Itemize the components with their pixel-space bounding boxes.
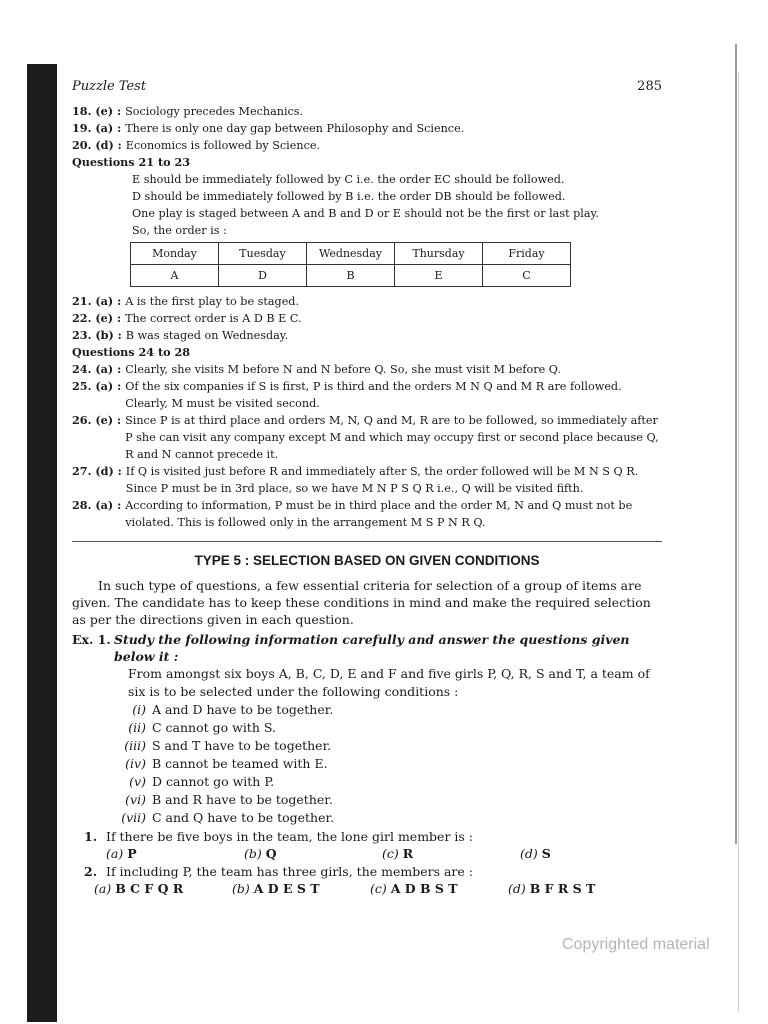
running-header [72,78,662,95]
answer-number: 24. (a) : [72,362,122,376]
table-header-row [131,243,571,265]
question-2 [72,863,662,897]
example-body: From amongst six boys A, B, C, D, E and F and five girls P, Q, R, S and T, a team of six is to be selected under the following conditions : [128,666,650,699]
answer-number: 21. (a) : [72,294,122,308]
table-cell: E [395,265,483,287]
answer-item [72,120,662,137]
page-edge-line [735,44,737,844]
conditions-list [72,701,662,827]
table-cell: D [219,265,307,287]
play-order-table [130,242,571,287]
option-text: Q [265,846,277,861]
answer-item [72,103,662,120]
option-b [244,845,382,862]
option-label: (c) [370,881,387,896]
answer-number: 22. (e) : [72,311,122,325]
condition-item [72,737,662,755]
answer-number: 23. (b) : [72,328,122,342]
answer-item [72,378,662,412]
option-d [520,845,658,862]
answer-item [72,137,662,154]
answer-text: Clearly, she visits M before N and N before Q. So, she must visit M before Q. [125,363,561,376]
option-c [382,845,520,862]
condition-item [72,755,662,773]
answer-text: The correct order is A D B E C. [125,312,302,325]
condition-item [72,809,662,827]
page-number: 285 [637,79,662,94]
answer-text: Of the six companies if S is first, P is third and the orders M N Q and M R are followed. Clearly, M must be visited second. [125,380,622,410]
question-1 [72,828,662,862]
answer-item [72,463,662,497]
question-stem [72,828,662,845]
answer-number: 18. (e) : [72,104,122,118]
option-label: (d) [520,846,538,861]
answer-item [72,327,662,344]
page-content [72,78,662,897]
question-text: If including P, the team has three girls, the members are : [106,864,473,879]
answer-number: 28. (a) : [72,498,122,512]
page-edge-line-secondary [738,72,739,1012]
option-a [94,880,232,897]
answers-24-28 [72,361,662,531]
explanation-line: One play is staged between A and B and D or E should not be the first or last play. [132,207,599,220]
section-heading-24-28: Questions 24 to 28 [72,345,191,359]
condition-text: C cannot go with S. [152,720,276,735]
condition-text: A and D have to be together. [152,702,334,717]
table-header-cell: Monday [131,243,219,265]
question-number: 1. [84,829,98,844]
answer-text: Economics is followed by Science. [125,139,321,152]
condition-numeral: (iv) [125,756,146,771]
option-b [232,880,370,897]
answer-item [72,310,662,327]
table-cell: A [131,265,219,287]
condition-numeral: (vi) [125,792,146,807]
table-header-cell: Friday [483,243,571,265]
condition-text: B cannot be teamed with E. [152,756,328,771]
example-heading [72,631,662,665]
table-header-cell: Wednesday [307,243,395,265]
option-label: (a) [106,846,124,861]
answer-text: According to information, P must be in third place and the order M, N and Q must not be violated. This is followed only in the arrangement M S P N R Q. [125,499,633,529]
condition-numeral: (iii) [124,738,146,753]
question-stem [72,863,662,880]
question-number: 2. [84,864,98,879]
table-row [131,265,571,287]
condition-numeral: (ii) [128,720,146,735]
example-title: Study the following information carefully and answer the questions given below it : [114,632,630,664]
option-label: (b) [244,846,262,861]
option-text: A D E S T [253,881,320,896]
answers-21-23 [72,293,662,344]
option-text: S [541,846,551,861]
book-binding-shadow [27,64,57,1022]
answer-item [72,412,662,463]
section-divider [72,541,662,542]
answer-number: 20. (d) : [72,138,122,152]
condition-item [72,719,662,737]
answers-18-20 [72,103,662,154]
option-text: B F R S T [529,881,596,896]
answer-number: 26. (e) : [72,413,122,427]
answer-number: 27. (d) : [72,464,122,478]
condition-text: D cannot go with P. [152,774,275,789]
condition-text: S and T have to be together. [152,738,332,753]
answer-text: B was staged on Wednesday. [125,329,289,342]
explanation-line: So, the order is : [132,224,227,237]
table-cell: B [307,265,395,287]
answer-text: Sociology precedes Mechanics. [125,105,304,118]
answer-text: Since P is at third place and orders M, N, Q and M, R are to be followed, so immediately after P she can visit any company except M and which may occupy first or second place because Q, R and N cannot precede it. [125,414,659,461]
answer-item [72,293,662,310]
table-header-cell: Tuesday [219,243,307,265]
condition-text: C and Q have to be together. [152,810,335,825]
answer-item [72,497,662,531]
answer-text: If Q is visited just before R and immediately after S, the order followed will be M N S Q R. Since P must be in 3rd place, so we have M N P S Q R i.e., Q will be visited fifth. [125,465,639,495]
condition-item [72,791,662,809]
option-label: (d) [508,881,526,896]
example-label: Ex. 1. [72,632,111,647]
type5-heading: TYPE 5 : SELECTION BASED ON GIVEN CONDITIONS [194,553,540,568]
explanation-line: E should be immediately followed by C i.e. the order EC should be followed. [132,173,565,186]
condition-numeral: (i) [132,702,146,717]
option-label: (b) [232,881,250,896]
answer-item [72,361,662,378]
condition-numeral: (v) [129,774,146,789]
option-text: R [402,846,414,861]
running-header-title: Puzzle Test [72,79,147,94]
condition-item [72,701,662,719]
question-options [72,880,662,897]
option-d [508,880,646,897]
answer-number: 25. (a) : [72,379,122,393]
condition-item [72,773,662,791]
explanation-line: D should be immediately followed by B i.e. the order DB should be followed. [132,190,566,203]
section-heading-21-23: Questions 21 to 23 [72,155,191,169]
answer-number: 19. (a) : [72,121,122,135]
option-label: (a) [94,881,112,896]
table-header-cell: Thursday [395,243,483,265]
condition-text: B and R have to be together. [152,792,333,807]
table-cell: C [483,265,571,287]
condition-numeral: (vii) [121,810,146,825]
option-text: A D B S T [390,881,458,896]
type5-intro: In such type of questions, a few essential criteria for selection of a group of items are given. The candidate has to keep these conditions in mind and make the required selection as per the directions given in each question. [72,578,651,627]
answer-text: A is the first play to be staged. [125,295,300,308]
answer-text: There is only one day gap between Philosophy and Science. [125,122,465,135]
question-options [72,845,662,862]
option-text: B C F Q R [115,881,184,896]
option-label: (c) [382,846,399,861]
option-c [370,880,508,897]
option-a [106,845,244,862]
option-text: P [127,846,137,861]
question-text: If there be five boys in the team, the lone girl member is : [106,829,473,844]
copyright-watermark: Copyrighted material [562,936,710,953]
